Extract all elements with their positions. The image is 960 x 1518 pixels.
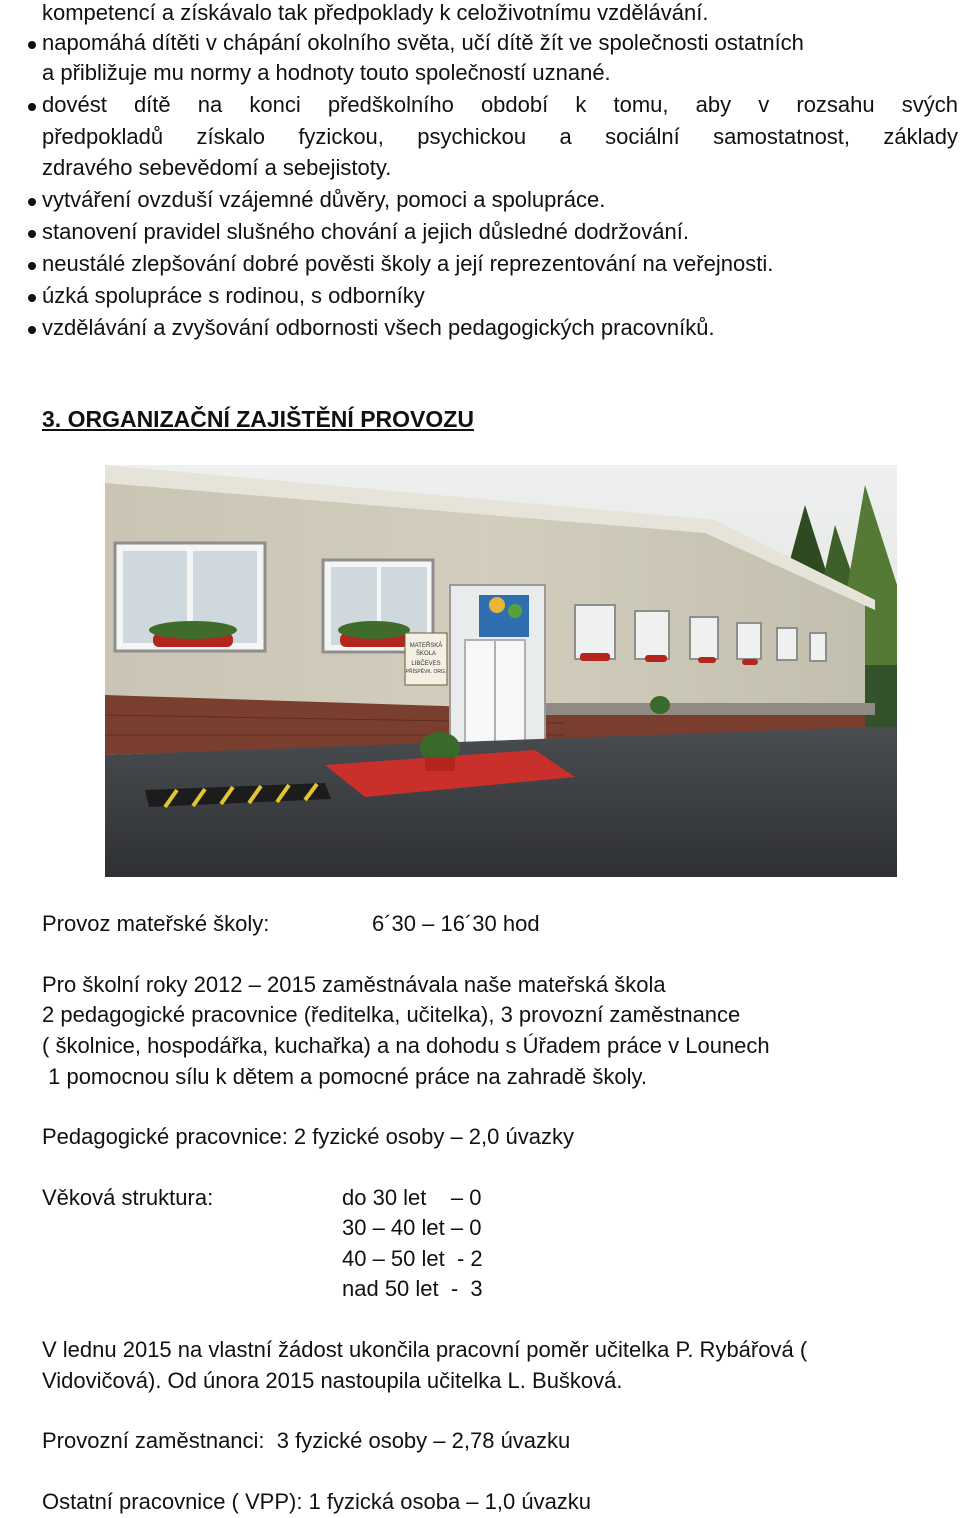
continuation-line: kompetencí a získávalo tak předpoklady k celoživotnímu vzdělávání. bbox=[42, 0, 709, 25]
age-structure-label: Věková struktura: bbox=[42, 1185, 214, 1210]
sign-text: PŘÍSPĚVK. ORG. bbox=[405, 669, 447, 675]
sign-text: MATEŘSKÁ bbox=[409, 643, 443, 649]
bullet-6-line-1: úzká spolupráce s rodinou, s odborníky bbox=[42, 283, 425, 308]
bullet-2-line-2: předpokladů získalo fyzickou, psychickou a sociální samostatnost, základy bbox=[42, 124, 958, 149]
age-row: nad 50 let - 3 bbox=[342, 1276, 483, 1301]
bullet-5-line-1: neustálé zlepšování dobré pověsti školy a její reprezentování na veřejnosti. bbox=[42, 251, 774, 276]
age-row: 30 – 40 let – 0 bbox=[342, 1215, 482, 1240]
bullet-2-line-1: dovést dítě na konci předškolního období k tomu, aby v rozsahu svých bbox=[42, 92, 958, 117]
staff-line-1: Pro školní roky 2012 – 2015 zaměstnávala naše mateřská škola bbox=[42, 972, 666, 997]
pedagogical-staff: Pedagogické pracovnice: 2 fyzické osoby – 2,0 úvazky bbox=[42, 1124, 574, 1149]
bullet-dot bbox=[28, 198, 36, 206]
bullet-dot bbox=[28, 103, 36, 111]
bullet-1-line-1: napomáhá dítěti v chápání okolního světa, učí dítě žít ve společnosti ostatních bbox=[42, 30, 804, 55]
bullet-2-line-3: zdravého sebevědomí a sebejistoty. bbox=[42, 155, 392, 180]
bullet-dot bbox=[28, 294, 36, 302]
bullet-4-line-1: stanovení pravidel slušného chování a jejich důsledné dodržování. bbox=[42, 219, 689, 244]
operational-staff: Provozní zaměstnanci: 3 fyzické osoby – 2,78 úvazku bbox=[42, 1428, 571, 1453]
operation-hours: 6´30 – 16´30 hod bbox=[372, 911, 540, 936]
bullet-3-line-1: vytváření ovzduší vzájemné důvěry, pomoci a spolupráce. bbox=[42, 187, 606, 212]
bullet-7-line-1: vzdělávání a zvyšování odbornosti všech pedagogických pracovníků. bbox=[42, 315, 715, 340]
change-line-1: V lednu 2015 na vlastní žádost ukončila pracovní poměr učitelka P. Rybářová ( bbox=[42, 1337, 808, 1362]
age-row: 40 – 50 let - 2 bbox=[342, 1246, 483, 1271]
staff-line-2: 2 pedagogické pracovnice (ředitelka, učitelka), 3 provozní zaměstnance bbox=[42, 1002, 741, 1027]
bullet-dot bbox=[28, 41, 36, 49]
staff-line-3: ( školnice, hospodářka, kuchařka) a na dohodu s Úřadem práce v Lounech bbox=[42, 1033, 770, 1058]
school-building-photo bbox=[105, 465, 897, 877]
bullet-dot bbox=[28, 262, 36, 270]
bullet-1-line-2: a přibližuje mu normy a hodnoty touto společností uznané. bbox=[42, 60, 611, 85]
change-line-2: Vidovičová). Od února 2015 nastoupila učitelka L. Bušková. bbox=[42, 1368, 623, 1393]
other-staff: Ostatní pracovnice ( VPP): 1 fyzická osoba – 1,0 úvazku bbox=[42, 1489, 592, 1514]
sign-text: LIBČEVES bbox=[411, 661, 441, 667]
bullet-dot bbox=[28, 326, 36, 334]
sign-text: ŠKOLA bbox=[415, 651, 437, 657]
age-row: do 30 let – 0 bbox=[342, 1185, 482, 1210]
bullet-dot bbox=[28, 230, 36, 238]
section-heading: 3. ORGANIZAČNÍ ZAJIŠTĚNÍ PROVOZU bbox=[42, 406, 474, 432]
operation-label: Provoz mateřské školy: bbox=[42, 911, 270, 936]
staff-line-4: 1 pomocnou sílu k dětem a pomocné práce na zahradě školy. bbox=[42, 1064, 647, 1089]
school-sign-plate bbox=[405, 633, 447, 685]
